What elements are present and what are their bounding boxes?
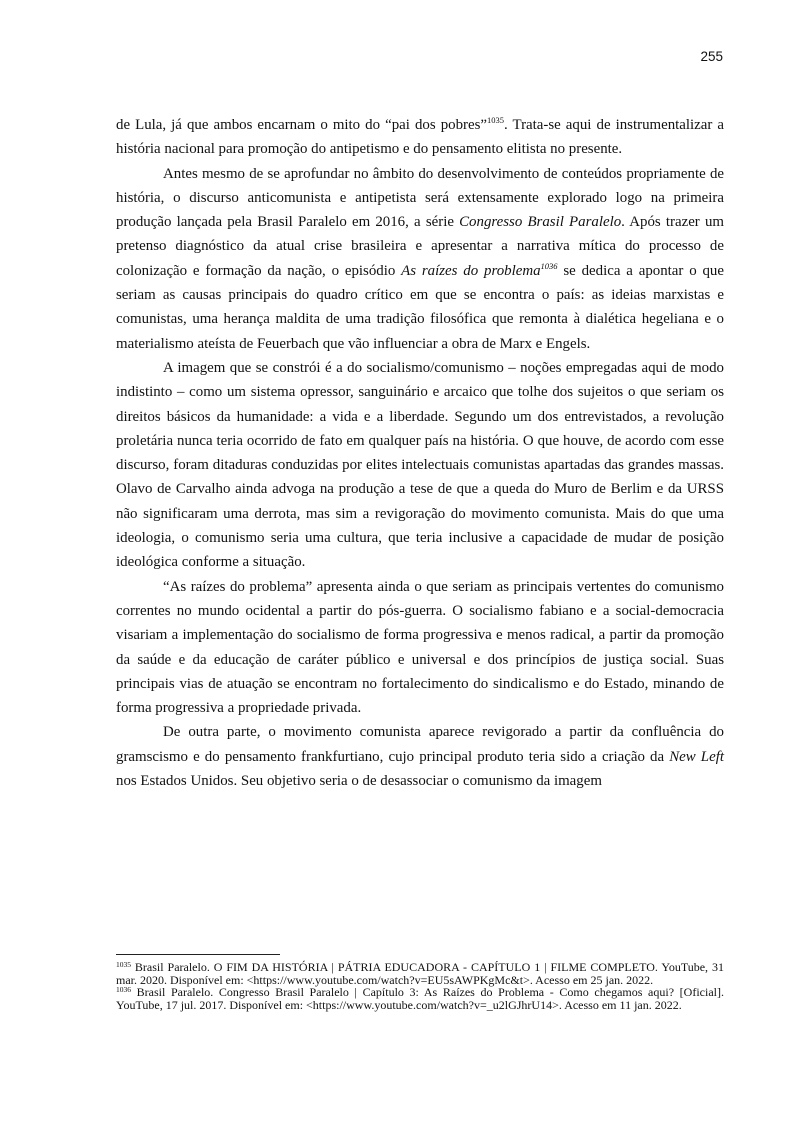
paragraph <box>116 720 724 793</box>
page-number: 255 <box>700 49 723 64</box>
text-run: . Trata-se aqui de instrumentalizar a história nacional para promoção do antipetismo e do pensamento elitista no presente. <box>116 117 725 158</box>
footnote-number: 1036 <box>116 985 131 995</box>
emphasis <box>669 749 724 765</box>
text-run: A imagem que se constrói é a do socialismo/comunismo – noções empregadas aqui de modo indistinto – como um sistema opressor, sanguinário e arcaico que tolhe dos sujeitos o que seriam os direitos básicos da humanidade: a vida e a liberdade. Segundo um dos entrevistados, a revolução proletária nunca teria ocorrido de fato em qualquer país na história. O que houve, de acordo com esse discurso, foram ditaduras conduzidas por elites intelectuais comunistas apartadas das grandes massas. Olavo de Carvalho ainda advoga na produção a tese de que a queda do Muro de Berlim e da URSS não significaram uma derrota, mas sim a revigoração do movimento comunista. Mais do que uma ideologia, o comunismo seria uma cultura, que teria inclusive a capacidade de mudar de posição ideológica conforme a situação. <box>116 359 724 571</box>
italic-text: Congresso Brasil Paralelo <box>459 214 622 231</box>
italic-text: New Left <box>669 748 724 765</box>
footnote-text: Brasil Paralelo. Congresso Brasil Paralelo | Capítulo 3: As Raízes do Problema - Como chegamos aqui? [Oficial]. YouTube, 17 jul. 2017. Disponível em: <https://www.youtube.com/watch?v=_u2lGJhrU14>. Acesso em 11 jan. 2022. <box>116 985 724 1012</box>
paragraph <box>116 356 724 575</box>
paragraph <box>116 113 724 162</box>
paragraph <box>116 162 724 356</box>
footnote <box>116 986 724 1011</box>
text-run: De outra parte, o movimento comunista aparece revigorado a partir da confluência do gramscismo e do pensamento frankfurtiano, cujo principal produto teria sido a criação da <box>116 724 724 765</box>
text-run: . Após trazer um pretenso diagnóstico da atual crise brasileira e apresentar a narrativa mítica do processo de colonização e formação da nação, o episódio <box>116 214 724 279</box>
italic-text: As raízes do problema <box>401 262 541 279</box>
emphasis <box>401 263 540 279</box>
text-run: se dedica a apontar o que seriam as causas principais do quadro crítico em que se encontra o país: as ideias marxistas e comunistas, uma herança maldita de uma tradição filosófica que remonta à dialética hegeliana e o materialismo ateísta de Feuerbach que vão influenciar a obra de Marx e Engels. <box>116 262 724 352</box>
emphasis <box>459 214 621 230</box>
text-run: Antes mesmo de se aprofundar no âmbito do desenvolvimento de conteúdos propriamente de história, o discurso anticomunista e antipetista será extensamente explorado logo na primeira produção lançada pela Brasil Paralelo em 2016, a série <box>116 165 724 231</box>
paragraph <box>116 575 724 721</box>
text-run: de Lula, já que ambos encarnam o mito do “pai dos pobres” <box>116 117 488 133</box>
text-run: nos Estados Unidos. Seu objetivo seria o de desassociar o comunismo da imagem <box>116 773 602 790</box>
footnote-reference: 1035 <box>487 115 505 125</box>
body-text <box>116 113 724 793</box>
footnotes <box>116 961 724 1011</box>
footnote <box>116 961 724 986</box>
footnote-number: 1035 <box>116 960 131 969</box>
emphasis <box>540 260 558 279</box>
text-run: “As raízes do problema” apresenta ainda o que seriam as principais vertentes do comunismo correntes no mundo ocidental a partir do pós-guerra. O socialismo fabiano e a social-democracia visariam a implementação do socialismo de forma progressiva e menos radical, a partir da promoção da saúde e da educação de caráter público e universal e dos princípios de justiça social. Suas principais vias de atuação se encontram no fortalecimento do sindicalismo e do Estado, minando de forma progressiva a propriedade privada. <box>116 578 724 717</box>
footnote-text: Brasil Paralelo. O FIM DA HISTÓRIA | PÁTRIA EDUCADORA - CAPÍTULO 1 | FILME COMPLETO. YouTube, 31 mar. 2020. Disponível em: <https://www.youtube.com/watch?v=EU5sAWPKgMc&t>. Acesso em 25 jan. 2022. <box>116 960 724 987</box>
footnote-reference: 1036 <box>540 260 558 271</box>
footnote-separator <box>116 954 280 955</box>
